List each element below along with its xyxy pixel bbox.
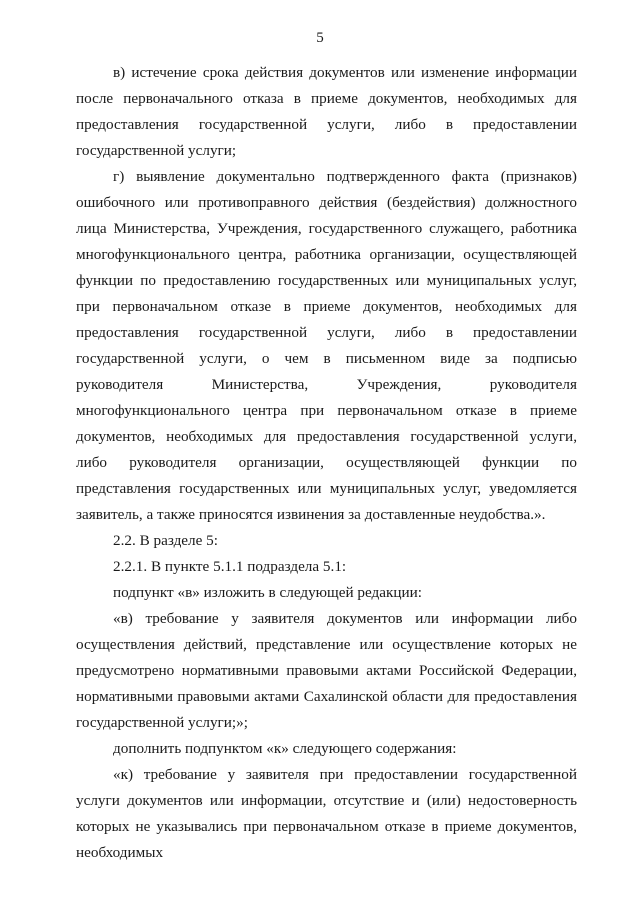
paragraph-v-expiry: в) истечение срока действия документов или изменение информации после первоначального отказа в приеме документов, необходимых для предоставления государственной услуги, либо в предоставлении государственной услуги; [76, 64, 577, 159]
paragraph-section-2-2: 2.2. В разделе 5: [113, 532, 218, 549]
paragraph-subclause-k-intro: дополнить подпунктом «к» следующего содержания: [113, 740, 457, 757]
paragraph-subclause-v-text: «в) требование у заявителя документов или информации либо осуществления действий, представление или осуществление которых не предусмотрено нормативными правовыми актами Российской Федерации, нормативными правовыми актами Сахалинской области для предоставления государственной услуги;»; [76, 610, 577, 731]
paragraph-clause-2-2-1: 2.2.1. В пункте 5.1.1 подраздела 5.1: [113, 558, 347, 575]
paragraph-g-error-detection: г) выявление документально подтвержденного факта (признаков) ошибочного или противоправного действия (бездействия) должностного лица Министерства, Учреждения, государственного служащего, работника многофункционального центра, работника организации, осуществляющей функции по предоставлению государственных или муниципальных услуг, при первоначальном отказе в приеме документов, необходимых для предоставления государственной услуги, либо в предоставлении государственной услуги, о чем в письменном виде за подписью руководителя Министерства, Учреждения, руководителя многофункционального центра при первоначальном отказе в приеме документов, необходимых для предоставления государственной услуги, либо руководителя организации, осуществляющей функции по представления государственных или муниципальных услуг, уведомляется заявитель, а также приносятся извинения за доставленные неудобства.». [76, 168, 577, 523]
document-body [76, 60, 577, 866]
paragraph-subclause-v-intro: подпункт «в» изложить в следующей редакции: [113, 584, 422, 601]
page-number: 5 [316, 30, 324, 46]
paragraph-subclause-k-text: «к) требование у заявителя при предоставлении государственной услуги документов или информации, отсутствие и (или) недостоверность которых не указывались при первоначальном отказе в приеме документов, необходимых [76, 766, 577, 861]
